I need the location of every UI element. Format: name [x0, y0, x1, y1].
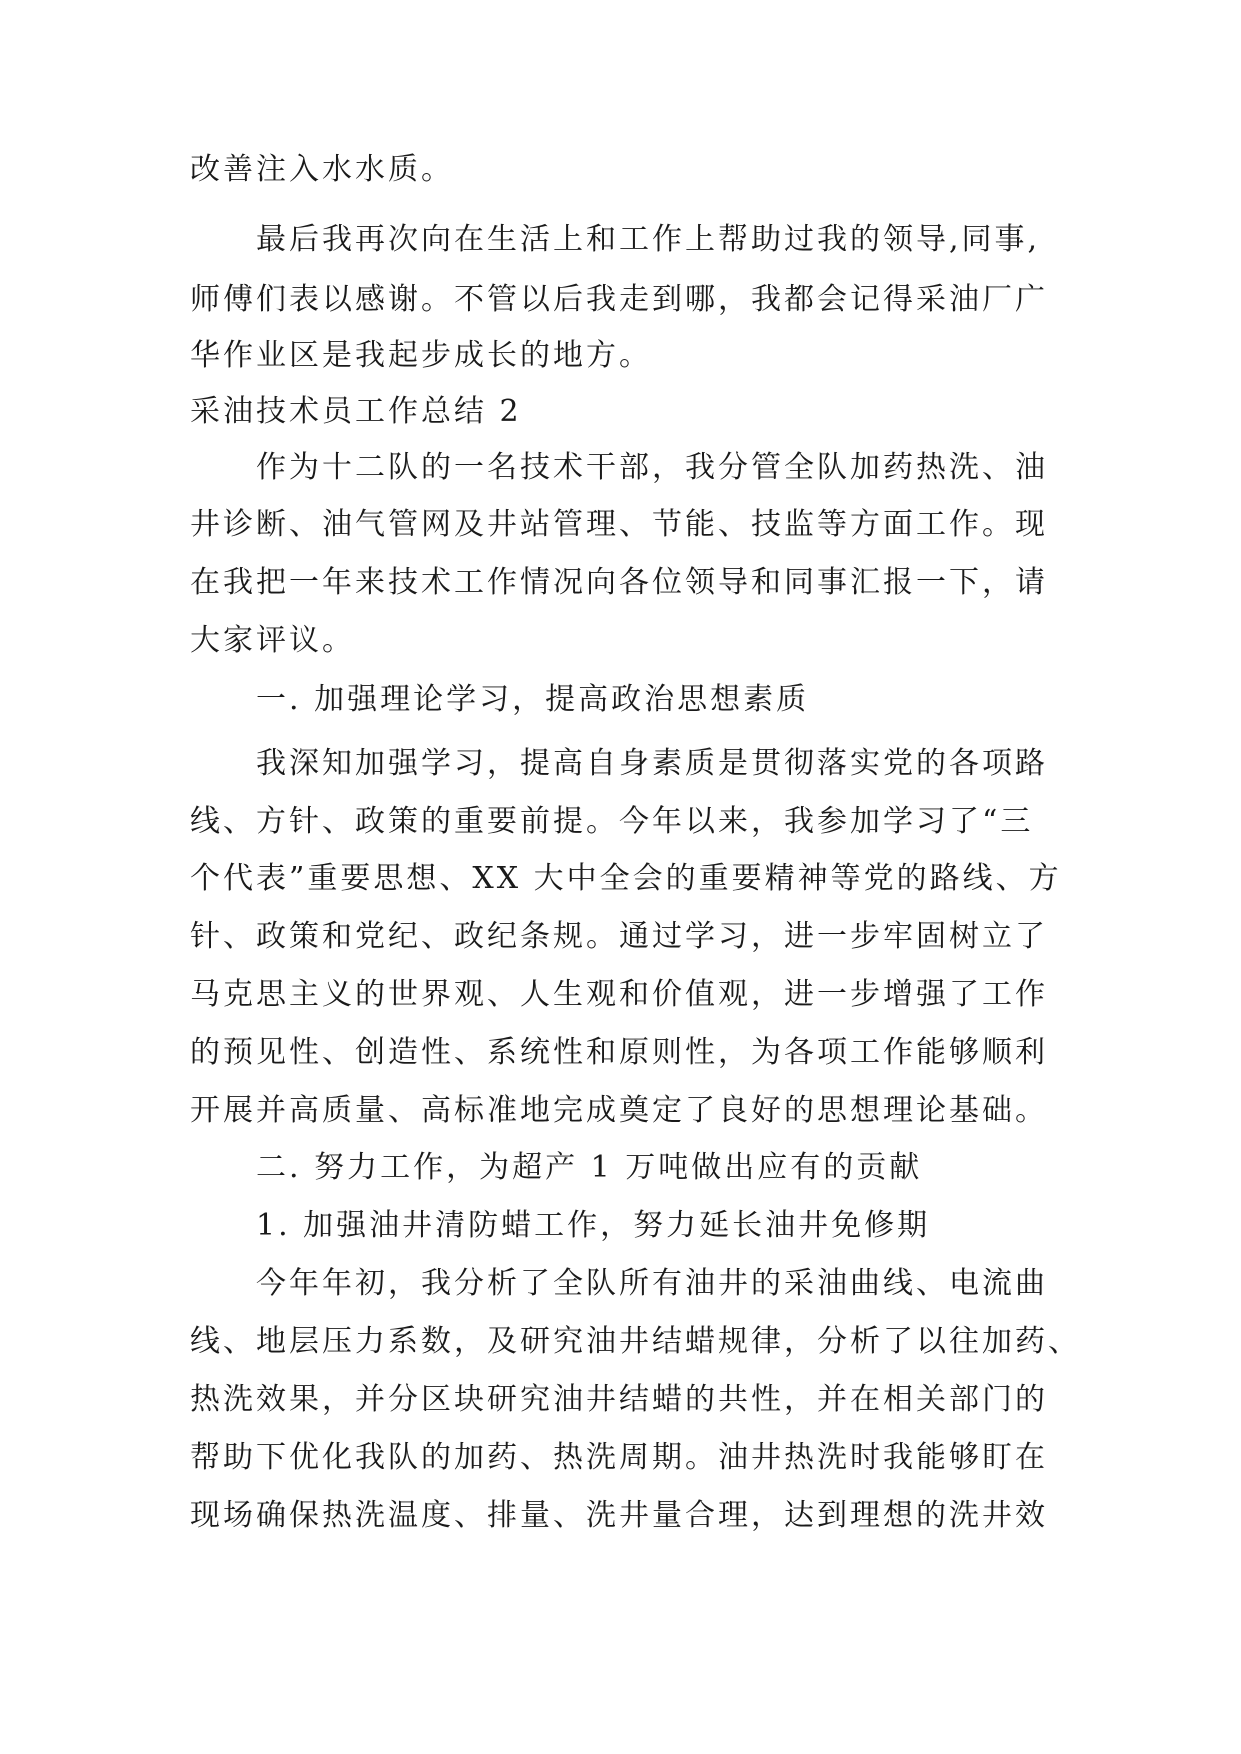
subheading: 一. 加强理论学习，提高政治思想素质	[256, 682, 810, 717]
paragraph-line: 改善注入水水质。	[190, 152, 454, 187]
section-title: 采油技术员工作总结 2	[190, 394, 522, 429]
paragraph-line: 开展并高质量、高标准地完成奠定了良好的思想理论基础。	[190, 1093, 1048, 1128]
paragraph-line: 师傅们表以感谢。不管以后我走到哪，我都会记得采油厂广	[190, 282, 1048, 317]
subheading: 1. 加强油井清防蜡工作，努力延长油井免修期	[256, 1208, 931, 1243]
paragraph-line: 线、地层压力系数，及研究油井结蜡规律，分析了以往加药、	[190, 1324, 1081, 1359]
subheading: 二. 努力工作，为超产 1 万吨做出应有的贡献	[256, 1150, 923, 1185]
paragraph-line: 大家评议。	[190, 623, 355, 658]
paragraph-line: 今年年初，我分析了全队所有油井的采油曲线、电流曲	[256, 1266, 1048, 1301]
paragraph-line: 华作业区是我起步成长的地方。	[190, 338, 652, 373]
paragraph-line: 线、方针、政策的重要前提。今年以来，我参加学习了“三	[190, 804, 1034, 839]
paragraph-line: 的预见性、创造性、系统性和原则性，为各项工作能够顺利	[190, 1035, 1048, 1070]
paragraph-line: 最后我再次向在生活上和工作上帮助过我的领导,同事,	[256, 222, 1041, 257]
paragraph-line: 作为十二队的一名技术干部，我分管全队加药热洗、油	[256, 450, 1048, 485]
paragraph-line: 井诊断、油气管网及井站管理、节能、技监等方面工作。现	[190, 507, 1048, 542]
paragraph-line: 我深知加强学习，提高自身素质是贯彻落实党的各项路	[256, 746, 1048, 781]
paragraph-line: 个代表”重要思想、XX 大中全会的重要精神等党的路线、方	[190, 861, 1062, 896]
paragraph-line: 热洗效果，并分区块研究油井结蜡的共性，并在相关部门的	[190, 1382, 1048, 1417]
paragraph-line: 现场确保热洗温度、排量、洗井量合理，达到理想的洗井效	[190, 1498, 1048, 1533]
paragraph-line: 马克思主义的世界观、人生观和价值观，进一步增强了工作	[190, 977, 1048, 1012]
paragraph-line: 帮助下优化我队的加药、热洗周期。油井热洗时我能够盯在	[190, 1440, 1048, 1475]
paragraph-line: 在我把一年来技术工作情况向各位领导和同事汇报一下，请	[190, 565, 1048, 600]
paragraph-line: 针、政策和党纪、政纪条规。通过学习，进一步牢固树立了	[190, 919, 1048, 954]
